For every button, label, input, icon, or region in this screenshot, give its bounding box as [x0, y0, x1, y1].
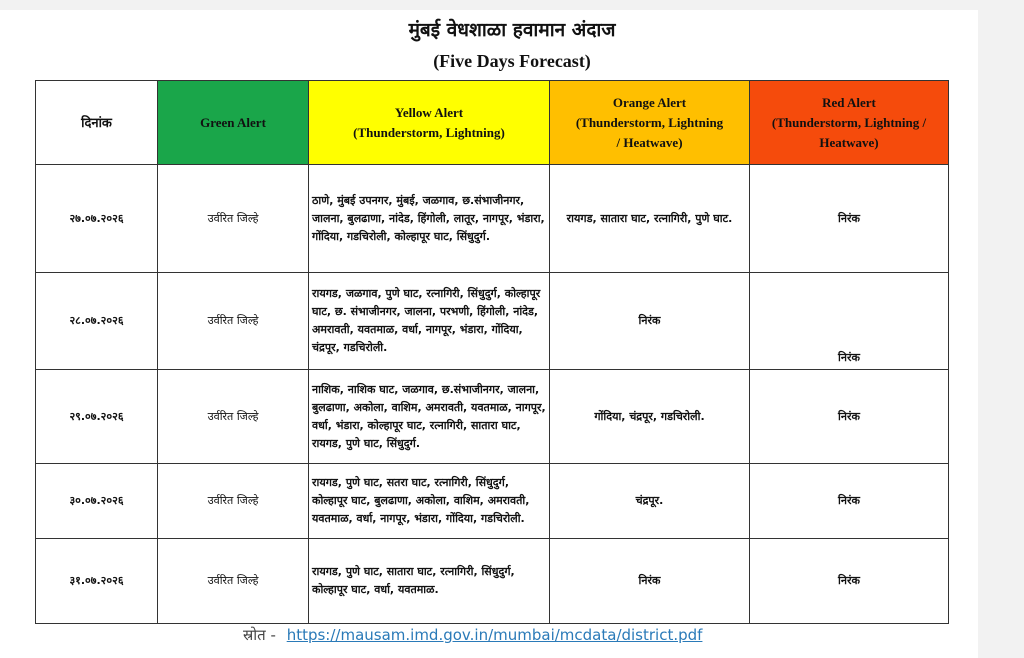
header-red-desc: (Thunderstorm, Lightning / — [771, 114, 927, 130]
yellow-alert-cell: नाशिक, नाशिक घाट, जळगाव, छ.संभाजीनगर, जालना, बुलढाणा, अकोला, वाशिम, अमरावती, यवतमाळ, नागपूर, वर्धा, भंडारा, कोल्हापूर घाट, रत्नागिरी, सातारा घाट, रायगड, पुणे घाट, सिंधुदुर्ग. — [309, 370, 550, 464]
date-cell: ३०.०७.२०२६ — [36, 464, 158, 539]
source-line — [243, 625, 702, 645]
yellow-alert-cell: रायगड, पुणे घाट, सतरा घाट, रत्नागिरी, सिंधुदुर्ग, कोल्हापूर घाट, बुलढाणा, अकोला, वाशिम, अमरावती, यवतमाळ, वर्धा, नागपूर, भंडारा, गोंदिया, गडचिरोली. — [309, 464, 550, 539]
forecast-table — [35, 80, 949, 624]
date-cell: ३१.०७.२०२६ — [36, 539, 158, 624]
page-subtitle: (Five Days Forecast) — [433, 51, 591, 71]
table-row — [36, 464, 949, 539]
red-alert-cell: निरंक — [750, 370, 949, 464]
table-row — [36, 273, 949, 370]
orange-alert-cell: रायगड, सातारा घाट, रत्नागिरी, पुणे घाट. — [550, 165, 750, 273]
yellow-alert-cell: रायगड, जळगाव, पुणे घाट, रत्नागिरी, सिंधुदुर्ग, कोल्हापूर घाट, छ. संभाजीनगर, जालना, परभणी, हिंगोली, नांदेड, अमरावती, यवतमाळ, वर्धा, नागपूर, भंडारा, गोंदिया, चंद्रपूर, गडचिरोली. — [309, 273, 550, 370]
green-alert-cell: उर्वरित जिल्हे — [158, 370, 309, 464]
source-label: स्रोत - — [243, 626, 276, 644]
table-row — [36, 165, 949, 273]
red-alert-cell: निरंक — [750, 464, 949, 539]
red-alert-cell: निरंक — [750, 165, 949, 273]
green-alert-cell: उर्वरित जिल्हे — [158, 273, 309, 370]
orange-alert-cell: निरंक — [550, 273, 750, 370]
header-red-title: Red Alert — [822, 94, 876, 110]
yellow-alert-cell: रायगड, पुणे घाट, सातारा घाट, रत्नागिरी, सिंधुदुर्ग, कोल्हापूर घाट, वर्धा, यवतमाळ. — [309, 539, 550, 624]
header-date: दिनांक — [36, 81, 158, 165]
date-cell: २९.०७.२०२६ — [36, 370, 158, 464]
table-row — [36, 539, 949, 624]
orange-alert-cell: चंद्रपूर. — [550, 464, 750, 539]
orange-alert-cell: गोंदिया, चंद्रपूर, गडचिरोली. — [550, 370, 750, 464]
header-orange-desc: (Thunderstorm, Lightning — [575, 114, 724, 130]
green-alert-cell: उर्वरित जिल्हे — [158, 165, 309, 273]
header-yellow-desc: (Thunderstorm, Lightning) — [353, 124, 505, 140]
header-orange-alert — [550, 81, 750, 165]
table-row — [36, 370, 949, 464]
header-yellow-alert — [309, 81, 550, 165]
red-alert-cell: निरंक — [750, 273, 949, 370]
header-green-alert: Green Alert — [158, 81, 309, 165]
green-alert-cell: उर्वरित जिल्हे — [158, 539, 309, 624]
header-red-alert — [750, 81, 949, 165]
page-title: मुंबई वेधशाळा हवामान अंदाज — [408, 19, 616, 41]
source-link[interactable]: https://mausam.imd.gov.in/mumbai/mcdata/district.pdf — [286, 626, 703, 644]
red-alert-cell: निरंक — [750, 539, 949, 624]
header-yellow-title: Yellow Alert — [394, 104, 464, 120]
green-alert-cell: उर्वरित जिल्हे — [158, 464, 309, 539]
yellow-alert-cell: ठाणे, मुंबई उपनगर, मुंबई, जळगाव, छ.संभाजीनगर, जालना, बुलढाणा, नांदेड, हिंगोली, लातूर, नागपूर, भंडारा, गोंदिया, गडचिरोली, कोल्हापूर घाट, सिंधुदुर्ग. — [309, 165, 550, 273]
header-orange-desc-2: / Heatwave) — [616, 134, 683, 150]
header-red-desc-2: Heatwave) — [819, 134, 879, 150]
table-header-row — [36, 81, 949, 165]
orange-alert-cell: निरंक — [550, 539, 750, 624]
date-cell: २८.०७.२०२६ — [36, 273, 158, 370]
date-cell: २७.०७.२०२६ — [36, 165, 158, 273]
header-orange-title: Orange Alert — [612, 94, 687, 110]
